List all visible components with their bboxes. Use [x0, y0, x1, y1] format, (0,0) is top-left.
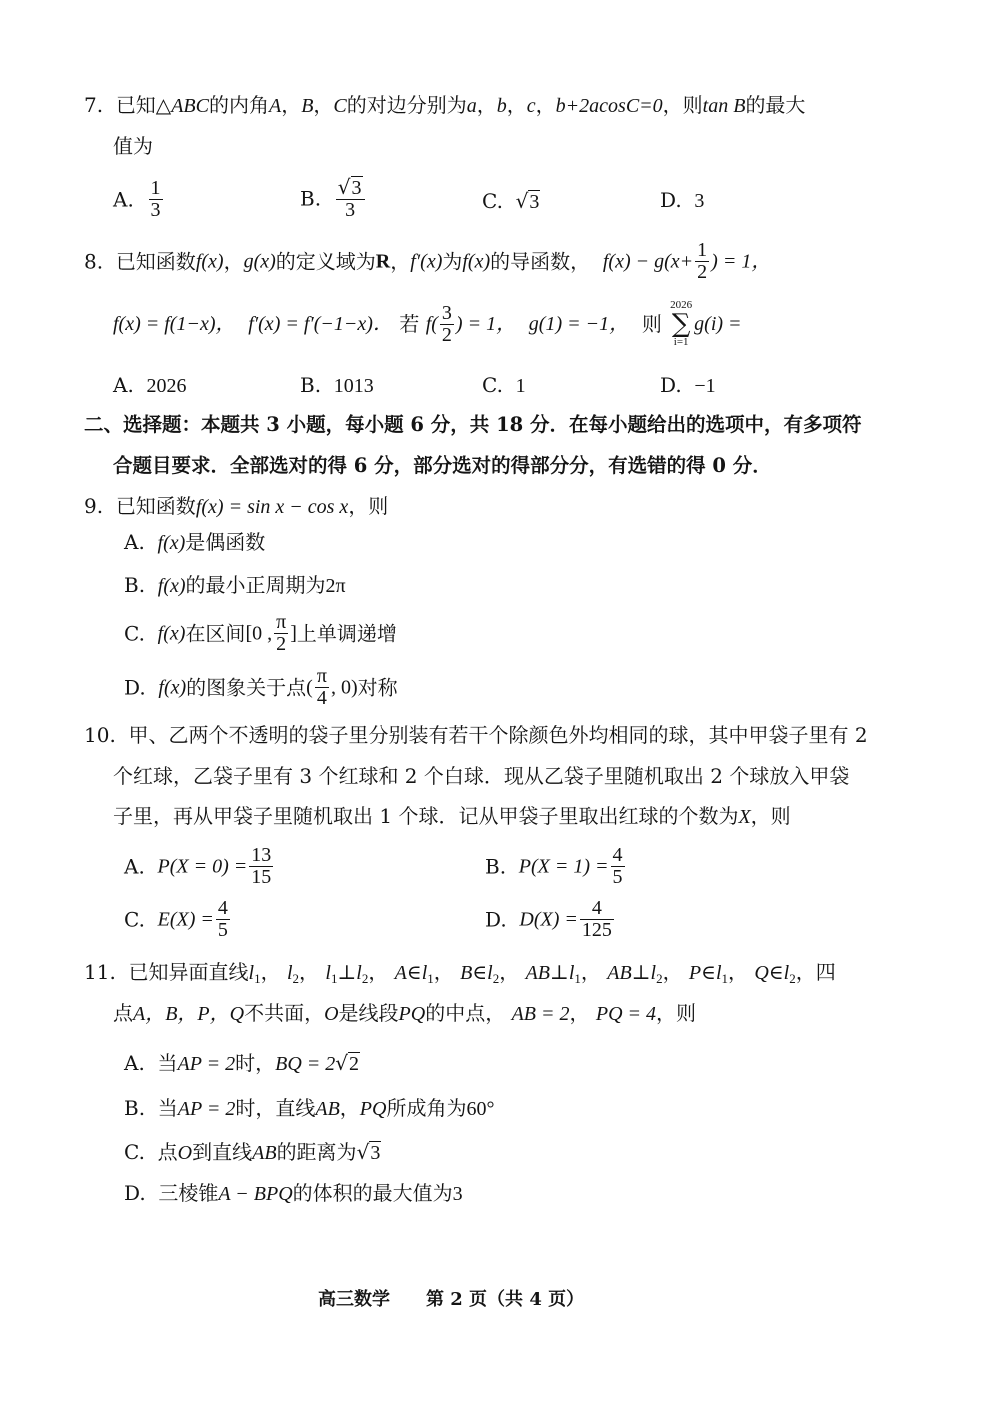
- q9-option-c-fraction: $\frac{\pi}{2}$: [276, 611, 287, 655]
- sqrt-icon: √: [515, 189, 529, 213]
- q10-option-b: B. P(X = 1) = $\frac{4}{5}$: [485, 844, 623, 888]
- q10-option-c: C. E(X) = $\frac{4}{5}$: [124, 897, 228, 941]
- q8-number: 8.: [84, 249, 104, 274]
- q8-option-c: C. 1: [482, 373, 526, 397]
- q8-option-d: D. −1: [660, 373, 716, 397]
- q8-half-fraction: $\frac{1}{2}$: [697, 239, 708, 283]
- q10-line2: 个红球，乙袋子里有 3 个红球和 2 个白球．现从乙袋子里随机取出 2 个球放入甲袋: [113, 764, 850, 788]
- q11-option-b: B. 当AP = 2时，直线AB，PQ所成角为60°: [124, 1096, 495, 1120]
- q11-option-c: C. 点O到直线AB的距离为√3: [124, 1140, 381, 1164]
- q10-line3: 子里，再从甲袋子里随机取出 1 个球．记从甲袋子里取出红球的个数为X，则: [113, 804, 791, 828]
- q9-number: 9.: [84, 494, 104, 518]
- q10-option-b-fraction: $\frac{4}{5}$: [612, 844, 623, 888]
- q10-option-a: A. P(X = 0) = $\frac{13}{15}$: [124, 844, 272, 888]
- q11-line1: 11. 已知异面直线$l_1$， $l_2$， $l_1\perp l_2$， $A\in l_1$， $B\in l_2$， $AB\perp l_1$， $AB\perp l_2$， $P\in l_1$， $Q\in l_2$，四: [84, 960, 836, 986]
- q11-line2: 点A，B，P，Q不共面，O是线段PQ的中点， AB = 2， PQ = 4，则: [113, 1001, 697, 1025]
- q9-stem: 9. 已知函数f(x) = sin x − cos x，则: [84, 494, 389, 518]
- q7-option-b: B. $\frac{√3}{3}$: [300, 176, 367, 221]
- q10-option-d-fraction: $\frac{4}{125}$: [581, 897, 612, 941]
- q7-option-c: C. √3: [482, 189, 540, 213]
- q7-option-a: A. $\frac{1}{3}$: [113, 177, 161, 221]
- q11-option-a: A. 当AP = 2时，BQ = 2√2: [124, 1051, 360, 1075]
- section-2-heading-line1: 二、选择题：本题共 3 小题，每小题 6 分，共 18 分．在每小题给出的选项中，有多项符: [84, 413, 862, 436]
- q9-option-b: B. f(x)的最小正周期为2π: [124, 573, 346, 597]
- section-2-heading-line2: 合题目要求．全部选对的得 6 分，部分选对的得部分分，有选错的得 0 分．: [113, 454, 772, 477]
- q8-three-halves-fraction: $\frac{3}{2}$: [441, 301, 452, 346]
- q10-option-a-fraction: $\frac{13}{15}$: [251, 844, 272, 888]
- q10-option-c-fraction: $\frac{4}{5}$: [217, 897, 228, 941]
- sqrt-icon: √: [356, 1140, 370, 1164]
- q7-line1: 7. 已知△ABC的内角A，B，C的对边分别为a，b，c，b+2acosC=0，则tan B的最大: [84, 93, 806, 117]
- q9-option-a: A. f(x)是偶函数: [124, 530, 266, 554]
- q9-option-d-fraction: $\frac{\pi}{4}$: [316, 665, 327, 709]
- q8-line2: f(x) = f(1−x)， f′(x) = f′(−1−x)． 若 f( $\frac{3}{2}$ ) = 1， g(1) = −1， 则 2026 ∑ i=1 g(i) =: [113, 299, 742, 348]
- sqrt-icon: √: [335, 1051, 349, 1075]
- page-footer: 高三数学 第 2 页（共 4 页）: [318, 1289, 585, 1310]
- q8-option-b: B. 1013: [300, 373, 374, 397]
- q8-line1: 8. 已知函数f(x)，g(x)的定义域为R，f′(x)为f(x)的导函数， f(x) − g(x+ $\frac{1}{2}$ ) = 1，: [84, 239, 772, 283]
- q11-number: 11.: [84, 960, 116, 984]
- q7-number: 7.: [84, 93, 104, 117]
- q7-line2: 值为: [113, 134, 153, 158]
- q8-option-a: A. 2026: [113, 373, 187, 397]
- sqrt-icon: √: [337, 175, 351, 199]
- summation-icon: 2026 ∑ i=1: [670, 299, 693, 348]
- q10-option-d: D. D(X) = $\frac{4}{125}$: [485, 897, 612, 941]
- q7-condition: b+2acosC=0: [555, 95, 663, 117]
- q11-option-d: D. 三棱锥A − BPQ的体积的最大值为3: [124, 1181, 463, 1205]
- q7-option-b-fraction: $\frac{√3}{3}$: [336, 176, 365, 221]
- q7-option-d: D. 3: [660, 188, 705, 212]
- q7-option-a-fraction: $\frac{1}{3}$: [150, 177, 161, 221]
- q10-number: 10.: [84, 723, 116, 747]
- q9-option-c: C. f(x)在区间[0 , $\frac{\pi}{2}$ ]上单调递增: [124, 611, 397, 655]
- q10-line1: 10. 甲、乙两个不透明的袋子里分别装有若干个除颜色外均相同的球，其中甲袋子里有 2: [84, 723, 868, 747]
- q9-option-d: D. f(x)的图象关于点( $\frac{\pi}{4}$ , 0)对称: [124, 665, 398, 709]
